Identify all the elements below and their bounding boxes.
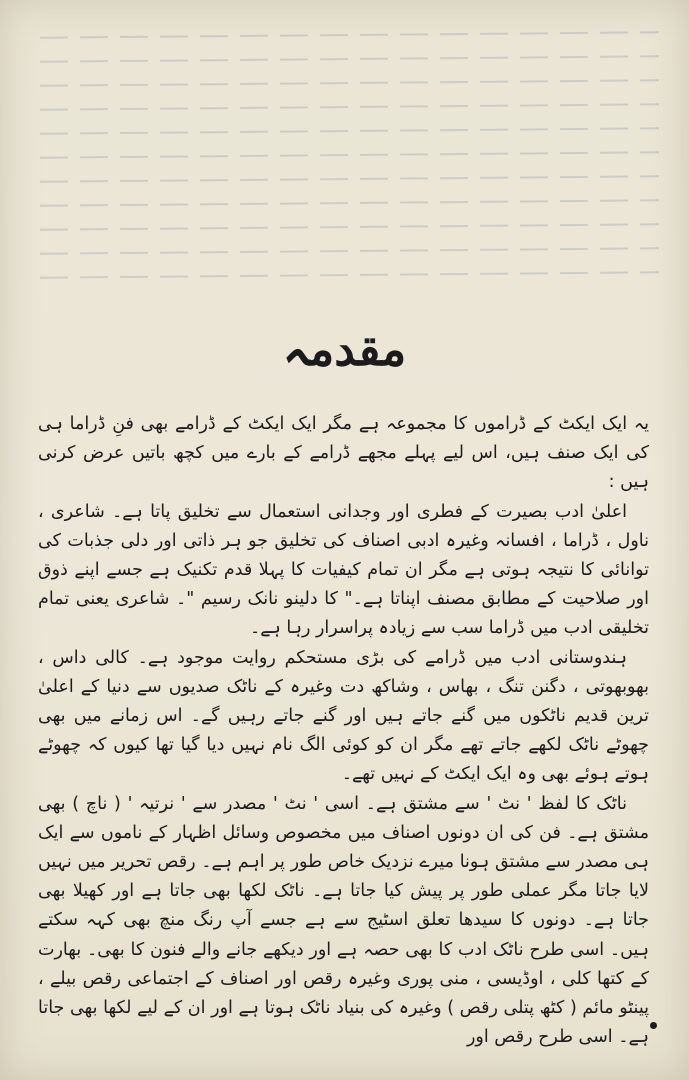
paragraph: اعلیٰ ادب بصیرت کے فطری اور وجدانی استعمال سے تخلیق پاتا ہے۔ شاعری ، ناول ، ڈراما ، افسانہ وغیرہ ادبی اصناف کی تخلیق جو ہر ذاتی اور دلی جذبات کی توانائی کا نتیجہ ہوتی ہے مگر ان تمام کیفیات کا پہلا قدم تکنیک ہے جسے اپنے ذوق اور صلاحیت کے مطابق مصنف اپناتا ہے۔" کا دلینو نانک رسیم "۔ شاعری یعنی تمام تخلیقی ادب میں ڈراما سب سے زیادہ پراسرار رہا ہے۔ bbox=[38, 501, 649, 639]
bleed-line bbox=[40, 199, 659, 206]
bleed-line bbox=[40, 271, 659, 278]
bleed-through-text bbox=[40, 12, 659, 312]
bleed-line bbox=[40, 55, 659, 62]
body-text bbox=[38, 410, 649, 1052]
bleed-line bbox=[40, 151, 659, 158]
page-title: مقدمہ bbox=[282, 322, 407, 376]
bleed-line bbox=[40, 127, 659, 134]
bleed-line bbox=[40, 103, 659, 110]
bleed-line bbox=[40, 79, 659, 86]
bleed-line bbox=[40, 247, 659, 254]
bleed-line bbox=[40, 223, 659, 230]
paragraph: ناٹک کا لفظ ' نٹ ' سے مشتق ہے۔ اسی ' نٹ ' مصدر سے ' نرتیہ ' ( ناچ ) بھی مشتق ہے۔ فن کی ان دونوں اصناف میں مخصوص وسائل اظہار کے ناموں سے ایک ہی مصدر سے مشتق ہونا میرے نزدیک خاص طور پر اہم ہے۔ رقص تحریر میں نہیں لایا جاتا مگر عملی طور پر پیش کیا جاتا ہے۔ ناٹک لکھا بھی جاتا ہے اور کھیلا بھی جاتا ہے۔ دونوں کا سیدھا تعلق اسٹیج سے ہے جسے آپ رنگ منچ بھی کہہ سکتے ہیں۔ اسی طرح ناٹک ادب کا بھی حصہ ہے اور دیکھے جانے والے فنون کا بھی۔ بھارت کے کتھا کلی ، اوڈیسی ، منی پوری وغیرہ رقص اور اصناف کے اجتماعی رقص بیلے ، پینٹو مائم ( کٹھ پتلی رقص ) وغیرہ کی بنیاد ناٹک ہوتا ہے اور ان کے لیے لکھا بھی جاتا ہے۔ اسی طرح رقص اور bbox=[38, 793, 649, 1048]
bleed-line bbox=[40, 31, 659, 38]
bleed-line bbox=[40, 175, 659, 182]
paragraph: ہندوستانی ادب میں ڈرامے کی بڑی مستحکم روایت موجود ہے۔ کالی داس ، بھوبھوتی ، دگنن تنگ ، بھاس ، وشاکھ دت وغیرہ کے ناٹک صدیوں سے دنیا کے اعلیٰ ترین قدیم ناٹکوں میں گنے جاتے ہیں اور گنے جاتے رہیں گے۔ اس زمانے میں بھی چھوٹے ناٹک لکھے جاتے تھے مگر ان کو کوئی الگ نام نہیں دیا گیا تھا کیوں کہ چھوٹے ہوتے ہوئے بھی وہ ایک ایکٹ کے نہیں تھے۔ bbox=[38, 647, 649, 785]
paragraph: یہ ایک ایکٹ کے ڈراموں کا مجموعہ ہے مگر ایک ایکٹ کے ڈرامے بھی فنِ ڈراما ہی کی ایک صنف ہیں، اس لیے پہلے مجھے ڈرامے کے بارے میں کچھ باتیں عرض کرنی ہیں : bbox=[38, 414, 649, 493]
ink-dot bbox=[650, 1022, 657, 1029]
